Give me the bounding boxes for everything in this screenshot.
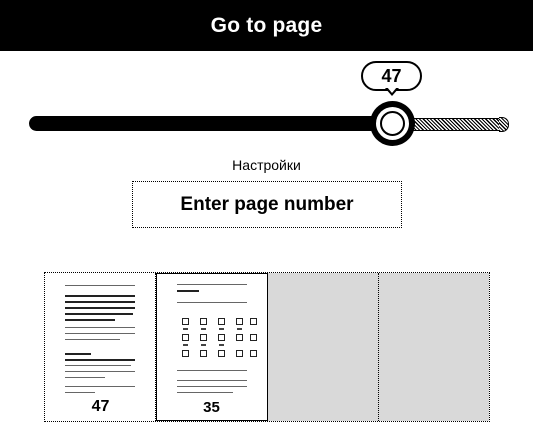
thumbnail-page-number: 35 (203, 399, 220, 416)
thumbnail-icon (236, 350, 243, 357)
current-page-value: 47 (381, 66, 402, 86)
thumbnail-text-line (177, 380, 247, 381)
thumbnail-icon (200, 334, 207, 341)
thumbnail-placeholder (379, 273, 489, 421)
thumbnail-text-line (65, 333, 135, 334)
thumbnail-text-line (177, 386, 247, 387)
thumbnail-text-line (65, 377, 105, 378)
thumbnail-text-line (65, 307, 135, 309)
thumbnail-text-line (177, 370, 247, 371)
thumbnail-text-line (65, 392, 95, 393)
thumbnail-text-line (177, 284, 247, 285)
thumbnail-icon (182, 350, 189, 357)
slider-track-filled[interactable] (29, 116, 393, 131)
thumbnail-text-line (177, 392, 233, 393)
thumbnail-icon (200, 318, 207, 325)
enter-page-number-label[interactable]: Enter page number (180, 194, 354, 215)
thumbnail-icon (200, 350, 207, 357)
thumbnail-icon (218, 334, 225, 341)
thumbnail-icon (236, 334, 243, 341)
thumbnail-icon-label (219, 344, 224, 346)
thumbnail-icon (182, 334, 189, 341)
thumbnail-icon-label (201, 344, 206, 346)
thumbnail-text-line (177, 290, 199, 292)
thumbnail-text-line (65, 339, 120, 340)
thumbnail-icon (250, 318, 257, 325)
thumbnail-icon-label (183, 344, 188, 346)
thumbnail-icon-label (201, 328, 206, 330)
thumbnail-icon (182, 318, 189, 325)
thumbnail-icon-label (183, 328, 188, 330)
thumbnail-text-line (65, 371, 135, 372)
thumbnail-text-line (65, 386, 135, 387)
thumbnail-icon (236, 318, 243, 325)
thumbnail-text-line (65, 359, 135, 361)
slider-thumb-center[interactable] (383, 114, 402, 133)
thumbnail-text-line (65, 285, 135, 286)
thumbnail-icon (250, 350, 257, 357)
thumbnail-text-line (65, 365, 131, 366)
thumbnail-icon (218, 350, 225, 357)
settings-label: Настройки (232, 157, 301, 173)
thumbnail-text-line (65, 319, 115, 321)
thumbnail-placeholder (268, 273, 379, 421)
page-title: Go to page (210, 14, 323, 37)
thumbnail-text-line (65, 327, 135, 328)
thumbnail-text-line (65, 295, 135, 297)
thumbnail-text-line (65, 301, 135, 303)
thumbnail-text-line (65, 313, 133, 315)
thumbnail-icon-label (237, 328, 242, 330)
thumbnail-icon-label (219, 328, 224, 330)
page-slider[interactable] (0, 58, 533, 148)
thumbnail-icon (250, 334, 257, 341)
thumbnail-text-line (177, 302, 247, 303)
thumbnail-text-line (65, 353, 91, 355)
thumbnail-page-number: 47 (91, 398, 110, 415)
thumbnail-icon (218, 318, 225, 325)
